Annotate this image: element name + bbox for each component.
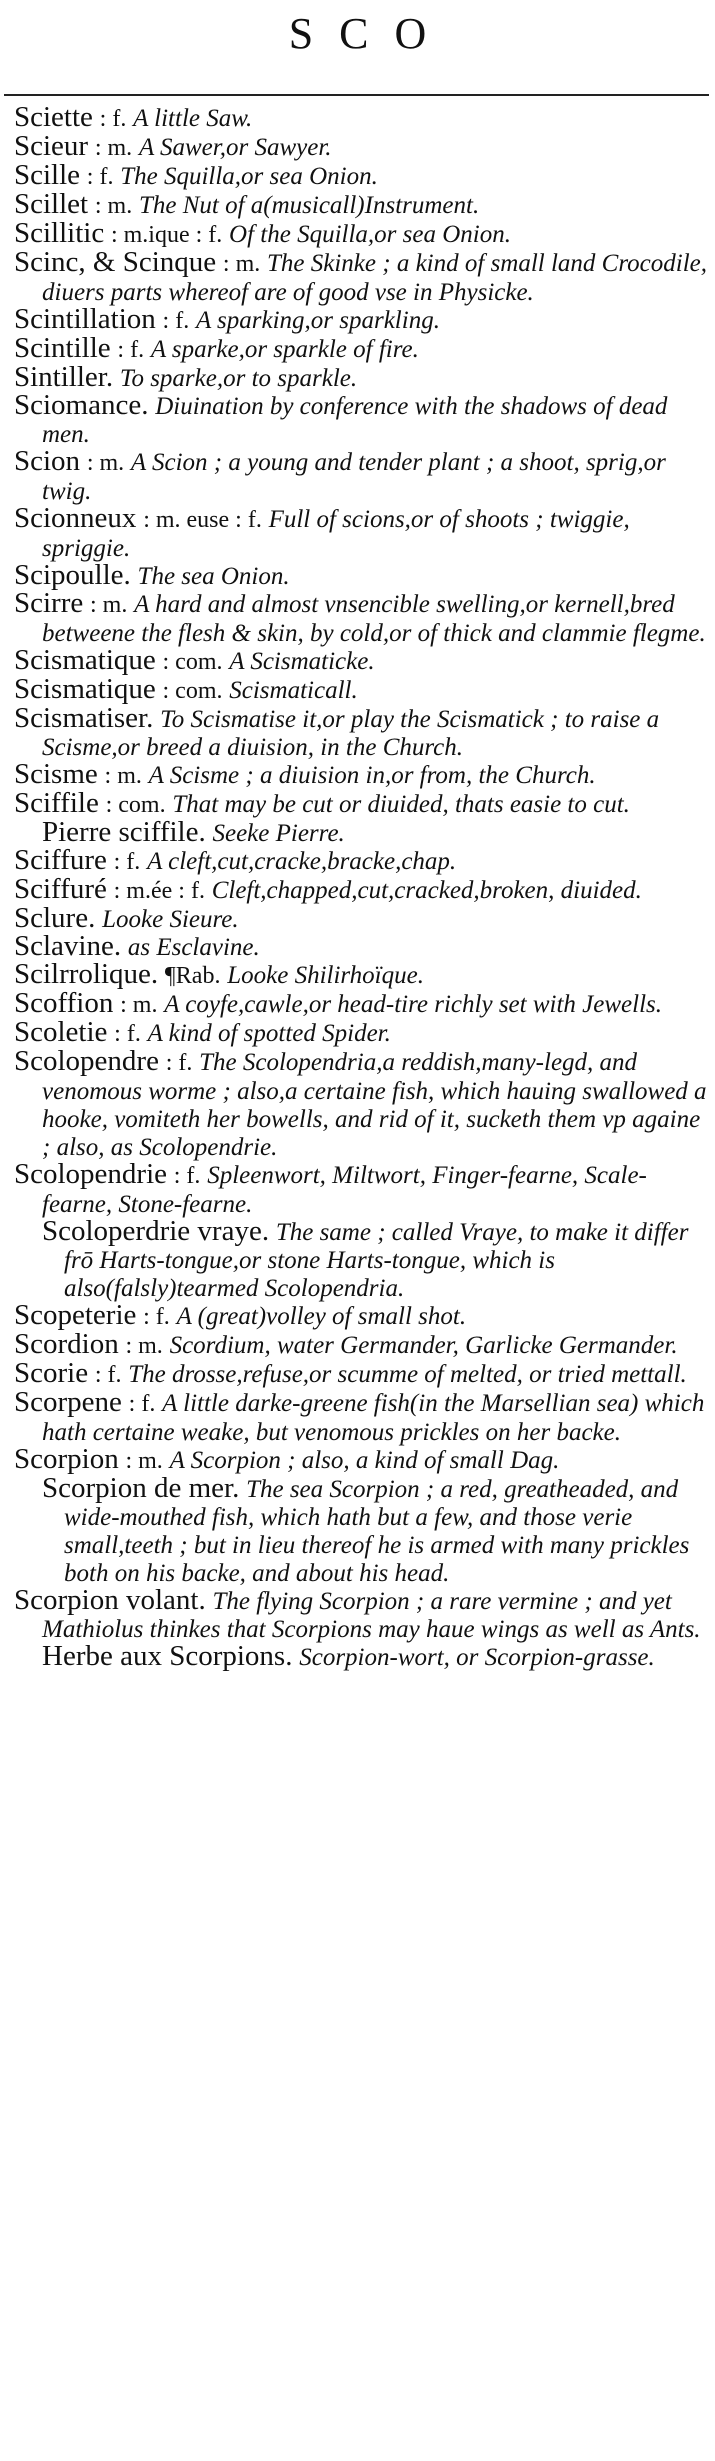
dictionary-entry xyxy=(14,987,714,1019)
entry-headword: Scirre xyxy=(14,587,84,619)
entry-grammar: : m. xyxy=(125,1333,163,1359)
entry-definition: A sparke,or sparkle of fire. xyxy=(150,336,419,363)
entry-headword: Scorpene xyxy=(14,1386,122,1418)
entry-definition: The Scolopendria,a reddish,many-legd, and venomous worme ; also,a certaine fish, which hauing swallowed a hooke, vomiteth her bowells, and rid of it, sucketh them vp againe ; also, as Scolopendrie. xyxy=(42,1049,707,1161)
entry-grammar: : m.ique : f. xyxy=(110,222,223,248)
entry-grammar: : com. xyxy=(162,649,223,675)
entry-headword: Scinc, & Scinque xyxy=(14,246,217,278)
entry-definition: The sea Scorpion ; a red, greatheaded, and wide-mouthed fish, which hath but a few, and those verie small,teeth ; but in lieu thereof he is armed with many prickles both on his backe, and about his head. xyxy=(64,1476,690,1587)
entry-headword: Scintillation xyxy=(14,303,156,335)
dictionary-entry xyxy=(14,130,714,162)
entry-grammar: : m. xyxy=(86,450,125,476)
entry-grammar: : m.ée : f. xyxy=(113,878,205,904)
dictionary-entry xyxy=(14,673,714,705)
entry-definition: The same ; called Vraye, to make it differ frō Harts-tongue,or stone Harts-tongue, which is also(falsly)tearmed Scolopendria. xyxy=(64,1219,689,1302)
entry-headword: Sciffure xyxy=(14,844,107,876)
entry-grammar: : m. xyxy=(90,592,128,618)
dictionary-entry xyxy=(14,188,714,220)
entry-definition: A little darke-greene fish(in the Marsellian sea) which hath certaine weake, but venomous prickles on her backe. xyxy=(42,1390,705,1446)
entry-definition: A Scorpion ; also, a kind of small Dag. xyxy=(169,1447,560,1474)
dictionary-entry xyxy=(14,1158,714,1218)
entry-grammar: : com. xyxy=(162,678,223,704)
entry-headword: Scorpion de mer. xyxy=(42,1472,240,1504)
header-rule xyxy=(4,94,709,96)
entry-headword: Pierre sciffile. xyxy=(42,816,206,848)
dictionary-entry xyxy=(14,1584,714,1643)
dictionary-entry xyxy=(14,332,714,364)
entry-definition: Looke Shilirhoïque. xyxy=(227,962,424,989)
entry-definition: Cleft,chapped,cut,cracked,broken, diuided. xyxy=(211,877,642,904)
dictionary-entry xyxy=(14,361,714,393)
entry-definition: To Scismatise it,or play the Scismatick ; to raise a Scisme,or breed a diuision, in the Church. xyxy=(42,706,660,761)
sub-entry xyxy=(14,1215,714,1302)
entry-headword: Scolopendre xyxy=(14,1045,159,1077)
entry-headword: Scolopendrie xyxy=(14,1158,168,1190)
dictionary-entry xyxy=(14,702,714,761)
entry-definition: To sparke,or to sparkle. xyxy=(119,365,358,392)
entry-headword: Scoloperdrie vraye. xyxy=(42,1215,270,1247)
entry-definition: Seeke Pierre. xyxy=(212,820,345,847)
entry-definition: A hard and almost vnsencible swelling,or kernell,bred betweene the flesh & skin, by cold,or of thick and clammie flegme. xyxy=(42,591,706,647)
entry-definition: Scismaticall. xyxy=(229,677,358,704)
entry-headword: Scionneux xyxy=(14,502,137,534)
entry-headword: Sciffuré xyxy=(14,873,107,905)
entry-headword: Sciomance. xyxy=(14,389,149,421)
dictionary-entry xyxy=(14,1045,714,1161)
dictionary-entry xyxy=(14,844,714,876)
entry-headword: Scieur xyxy=(14,130,89,162)
dictionary-entry xyxy=(14,502,714,562)
entry-headword: Scoffion xyxy=(14,987,114,1019)
entry-headword: Sclavine. xyxy=(14,930,122,962)
entry-headword: Scillet xyxy=(14,188,89,220)
entry-definition: That may be cut or diuided, thats easie to cut. xyxy=(172,791,630,818)
dictionary-entry xyxy=(14,587,714,647)
entry-definition: Scorpion-wort, or Scorpion-grasse. xyxy=(299,1644,655,1671)
entry-grammar: : m. xyxy=(120,992,158,1018)
entry-definition: The drosse,refuse,or scumme of melted, or tried mettall. xyxy=(128,1361,687,1388)
dictionary-entry xyxy=(14,958,714,990)
entry-grammar: : m. xyxy=(94,193,133,219)
entry-definition: Spleenwort, Miltwort, Finger-fearne, Scale-fearne, Stone-fearne. xyxy=(42,1162,647,1218)
entry-grammar: : f. xyxy=(113,849,141,875)
dictionary-entry xyxy=(14,1016,714,1048)
entry-headword: Scordion xyxy=(14,1328,119,1360)
entry-definition: A Scisme ; a diuision in,or from, the Church. xyxy=(148,762,596,789)
entry-definition: A coyfe,cawle,or head-tire richly set with Jewells. xyxy=(164,991,662,1018)
sub-entry xyxy=(14,1640,714,1672)
entry-grammar: : f. xyxy=(143,1304,170,1330)
entry-definition: Of the Squilla,or sea Onion. xyxy=(229,221,511,248)
entry-definition: Diuination by conference with the shadows of dead men. xyxy=(42,393,668,448)
entry-grammar: : m. euse : f. xyxy=(143,507,262,533)
entry-grammar: : f. xyxy=(114,1021,141,1047)
entry-grammar: : m. xyxy=(125,1448,163,1474)
page-heading: SCO xyxy=(288,9,453,58)
page-header xyxy=(0,0,715,96)
entry-definition: A Scion ; a young and tender plant ; a shoot, sprig,or twig. xyxy=(42,449,666,505)
dictionary-entry xyxy=(14,1328,714,1360)
dictionary-entry xyxy=(14,1357,714,1389)
entry-grammar: : f. xyxy=(117,337,145,363)
dictionary-entry xyxy=(14,930,714,962)
entry-grammar: : com. xyxy=(105,792,166,818)
entry-headword: Sintiller. xyxy=(14,361,114,393)
entry-grammar: : f. xyxy=(86,164,114,190)
entry-definition: The sea Onion. xyxy=(137,563,290,590)
dictionary-entry xyxy=(14,101,714,133)
entry-headword: Sclure. xyxy=(14,902,96,934)
dictionary-entry xyxy=(14,389,714,448)
entry-definition: A sparking,or sparkling. xyxy=(195,307,440,334)
entry-headword: Sciffile xyxy=(14,787,99,819)
entry-grammar: : f. xyxy=(128,1391,156,1417)
entry-grammar: : f. xyxy=(165,1050,193,1076)
dictionary-entry xyxy=(14,758,714,790)
entry-definition: A kind of spotted Spider. xyxy=(147,1020,391,1047)
entry-grammar: : f. xyxy=(162,308,190,334)
dictionary-entry xyxy=(14,303,714,335)
sub-entry xyxy=(14,1472,714,1587)
entry-headword: Scorie xyxy=(14,1357,89,1389)
entry-headword: Scoletie xyxy=(14,1016,108,1048)
entry-definition: The Nut of a(musicall)Instrument. xyxy=(138,192,480,219)
entry-grammar: : f. xyxy=(99,106,127,132)
dictionary-entry xyxy=(14,559,714,591)
dictionary-entry xyxy=(14,787,714,819)
entry-definition: The Skinke ; a kind of small land Crocodile, diuers parts whereof are of good vse in Physicke. xyxy=(42,250,707,306)
entry-definition: The Squilla,or sea Onion. xyxy=(120,163,378,190)
entry-headword: Scisme xyxy=(14,758,98,790)
entry-definition: A (great)volley of small shot. xyxy=(176,1303,467,1330)
entry-headword: Herbe aux Scorpions. xyxy=(42,1640,293,1672)
entry-definition: A Sawer,or Sawyer. xyxy=(138,134,332,161)
entry-headword: Scismatique xyxy=(14,644,156,676)
entry-definition: A little Saw. xyxy=(133,105,253,132)
entry-headword: Scorpion xyxy=(14,1443,119,1475)
entry-grammar: : m. xyxy=(104,763,142,789)
dictionary-entry xyxy=(14,159,714,191)
entry-grammar: ¶Rab. xyxy=(164,963,221,989)
dictionary-entry xyxy=(14,644,714,676)
entry-headword: Scopeterie xyxy=(14,1299,137,1331)
entry-definition: Full of scions,or of shoots ; twiggie, spriggie. xyxy=(42,506,630,562)
entry-headword: Scintille xyxy=(14,332,111,364)
entry-definition: A Scismaticke. xyxy=(229,648,375,675)
dictionary-entry xyxy=(14,1386,714,1446)
dictionary-entry xyxy=(14,246,714,306)
dictionary-entry xyxy=(14,902,714,934)
entry-definition: The flying Scorpion ; a rare vermine ; and yet Mathiolus thinkes that Scorpions may haue wings as well as Ants. xyxy=(42,1588,701,1643)
dictionary-entry xyxy=(14,1443,714,1475)
entry-headword: Sciette xyxy=(14,101,93,133)
entry-headword: Scismatique xyxy=(14,673,156,705)
dictionary-entry xyxy=(14,1299,714,1331)
dictionary-entry xyxy=(14,873,714,905)
entry-headword: Scille xyxy=(14,159,81,191)
entry-headword: Scillitic xyxy=(14,217,105,249)
entry-definition: A cleft,cut,cracke,bracke,chap. xyxy=(147,848,457,875)
entry-grammar: : m. xyxy=(94,135,133,161)
entry-definition: Scordium, water Germander, Garlicke Germander. xyxy=(169,1332,678,1359)
dictionary-entry xyxy=(14,445,714,505)
entry-definition: as Esclavine. xyxy=(127,934,260,961)
entry-headword: Scion xyxy=(14,445,81,477)
entry-grammar: : f. xyxy=(94,1362,122,1388)
entry-headword: Scorpion volant. xyxy=(14,1584,206,1616)
entry-headword: Scipoulle. xyxy=(14,559,131,591)
entry-grammar: : m. xyxy=(222,251,261,277)
entry-definition: Looke Sieure. xyxy=(102,906,239,933)
dictionary-entries xyxy=(14,101,714,1672)
entry-grammar: : f. xyxy=(173,1163,201,1189)
sub-entry xyxy=(14,816,714,848)
entry-headword: Scismatiser. xyxy=(14,702,154,734)
dictionary-entry xyxy=(14,217,714,249)
entry-headword: Scilrrolique. xyxy=(14,958,159,990)
